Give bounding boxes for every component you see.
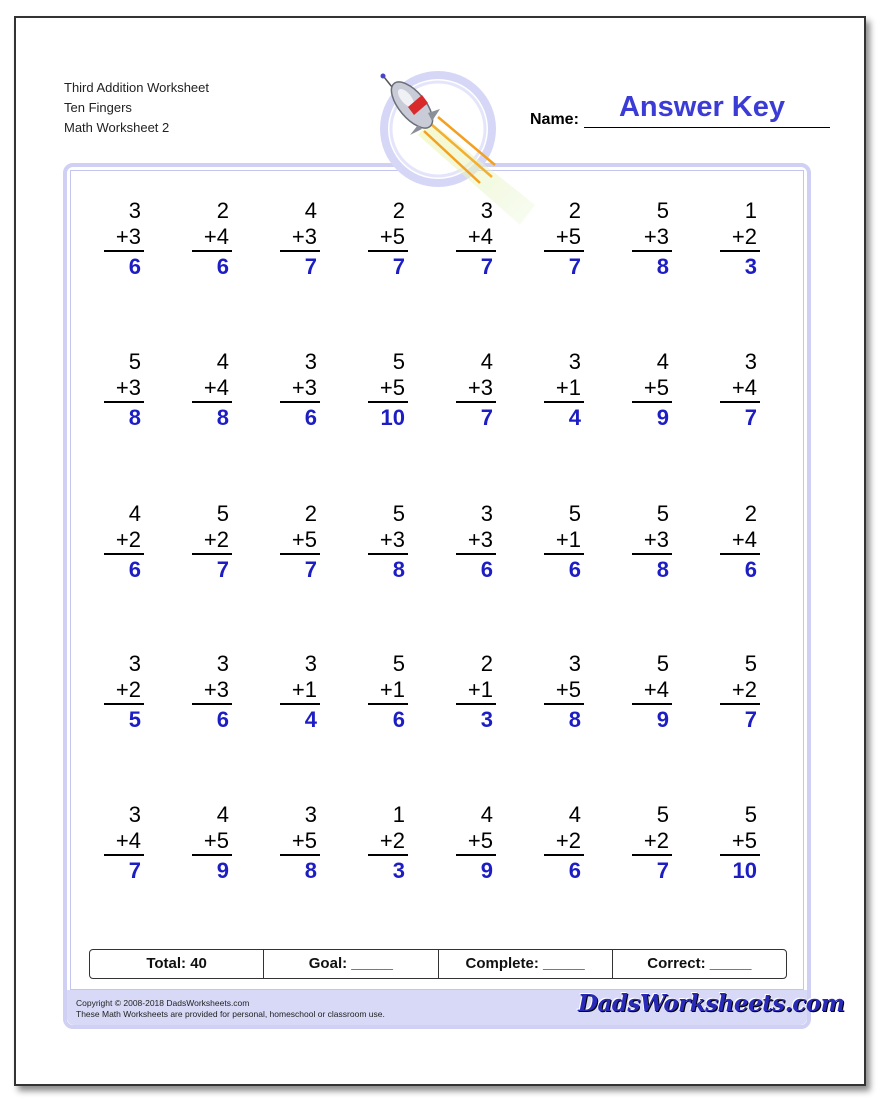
addend-top: 4: [304, 198, 317, 223]
answer[interactable]: 7: [128, 858, 141, 883]
sum-line: [720, 553, 760, 555]
problem-3-5: [453, 502, 493, 582]
problem-4-7: [629, 652, 669, 732]
addend-top: 2: [744, 501, 757, 526]
addend-top: 5: [392, 501, 405, 526]
addend-top: 2: [568, 198, 581, 223]
answer[interactable]: 5: [128, 707, 141, 732]
answer[interactable]: 9: [216, 858, 229, 883]
addend-bottom: +5: [379, 375, 405, 400]
answer[interactable]: 3: [744, 254, 757, 279]
problem-3-2: [189, 502, 229, 582]
problem-3-6: [541, 502, 581, 582]
sum-line: [192, 250, 232, 252]
addend-bottom: +4: [731, 375, 757, 400]
copyright-text: Copyright © 2008-2018 DadsWorksheets.com: [76, 998, 250, 1008]
addend-top: 3: [216, 651, 229, 676]
addend-top: 1: [392, 802, 405, 827]
problem-4-4: [365, 652, 405, 732]
problem-2-8: [717, 350, 757, 430]
problem-5-2: [189, 803, 229, 883]
addend-top: 2: [480, 651, 493, 676]
sum-line: [632, 854, 672, 856]
score-goal[interactable]: Goal: _____: [264, 950, 438, 978]
answer[interactable]: 7: [656, 858, 669, 883]
problem-1-8: [717, 199, 757, 279]
addend-top: 3: [304, 349, 317, 374]
name-line[interactable]: [584, 127, 830, 128]
addend-top: 3: [304, 802, 317, 827]
addend-bottom: +3: [291, 375, 317, 400]
problem-2-5: [453, 350, 493, 430]
answer[interactable]: 7: [392, 254, 405, 279]
score-complete[interactable]: Complete: _____: [439, 950, 613, 978]
brand-logo: DadsWorksheets.com: [578, 990, 845, 1017]
answer[interactable]: 7: [744, 707, 757, 732]
addend-top: 5: [392, 349, 405, 374]
addend-bottom: +2: [115, 677, 141, 702]
addend-bottom: +3: [203, 677, 229, 702]
addend-bottom: +2: [731, 677, 757, 702]
addend-top: 5: [656, 651, 669, 676]
problem-1-1: [101, 199, 141, 279]
answer[interactable]: 10: [380, 405, 405, 430]
addend-top: 5: [568, 501, 581, 526]
sum-line: [104, 703, 144, 705]
sum-line: [104, 553, 144, 555]
problem-4-6: [541, 652, 581, 732]
answer[interactable]: 7: [568, 254, 581, 279]
sum-line: [368, 854, 408, 856]
addend-bottom: +2: [203, 527, 229, 552]
addend-top: 4: [656, 349, 669, 374]
sum-line: [544, 553, 584, 555]
addend-top: 5: [392, 651, 405, 676]
sum-line: [544, 854, 584, 856]
sum-line: [368, 401, 408, 403]
problem-2-6: [541, 350, 581, 430]
answer[interactable]: 6: [128, 557, 141, 582]
sum-line: [456, 250, 496, 252]
addend-bottom: +1: [379, 677, 405, 702]
problem-3-4: [365, 502, 405, 582]
addend-top: 2: [392, 198, 405, 223]
answer[interactable]: 7: [304, 557, 317, 582]
addend-bottom: +5: [379, 224, 405, 249]
addend-top: 5: [744, 651, 757, 676]
addend-bottom: +3: [115, 375, 141, 400]
problem-3-7: [629, 502, 669, 582]
answer[interactable]: 6: [568, 858, 581, 883]
addend-top: 4: [480, 349, 493, 374]
answer[interactable]: 6: [392, 707, 405, 732]
sum-line: [720, 401, 760, 403]
addend-top: 3: [568, 349, 581, 374]
worksheet-label: Math Worksheet 2: [64, 120, 170, 135]
addend-bottom: +1: [291, 677, 317, 702]
problem-4-3: [277, 652, 317, 732]
answer[interactable]: 9: [656, 707, 669, 732]
problem-4-5: [453, 652, 493, 732]
addend-bottom: +2: [555, 828, 581, 853]
worksheet-header: [64, 78, 209, 138]
sum-line: [280, 553, 320, 555]
addend-top: 5: [128, 349, 141, 374]
answer[interactable]: 6: [744, 557, 757, 582]
addend-bottom: +3: [467, 527, 493, 552]
sum-line: [280, 703, 320, 705]
answer[interactable]: 7: [480, 405, 493, 430]
problem-2-2: [189, 350, 229, 430]
addend-bottom: +2: [731, 224, 757, 249]
problem-1-4: [365, 199, 405, 279]
addend-bottom: +4: [203, 375, 229, 400]
addend-bottom: +1: [555, 527, 581, 552]
sum-line: [368, 553, 408, 555]
problem-2-7: [629, 350, 669, 430]
answer[interactable]: 8: [656, 557, 669, 582]
addend-bottom: +5: [291, 828, 317, 853]
problem-1-5: [453, 199, 493, 279]
addend-bottom: +1: [467, 677, 493, 702]
copyright-block: [76, 998, 385, 1020]
sum-line: [192, 401, 232, 403]
sum-line: [632, 553, 672, 555]
name-label: Name:: [530, 111, 579, 128]
addend-top: 3: [128, 198, 141, 223]
sum-line: [104, 401, 144, 403]
answer[interactable]: 7: [744, 405, 757, 430]
problem-3-1: [101, 502, 141, 582]
problem-3-8: [717, 502, 757, 582]
answer[interactable]: 8: [568, 707, 581, 732]
worksheet-subtitle: Ten Fingers: [64, 100, 132, 115]
sum-line: [544, 401, 584, 403]
answer[interactable]: 6: [304, 405, 317, 430]
answer[interactable]: 8: [304, 858, 317, 883]
problem-5-3: [277, 803, 317, 883]
problem-5-1: [101, 803, 141, 883]
answer[interactable]: 3: [392, 858, 405, 883]
addend-top: 4: [568, 802, 581, 827]
addend-bottom: +5: [731, 828, 757, 853]
addend-top: 3: [744, 349, 757, 374]
sum-line: [192, 854, 232, 856]
addend-top: 5: [656, 501, 669, 526]
addend-bottom: +4: [115, 828, 141, 853]
problem-4-8: [717, 652, 757, 732]
score-total: Total: 40: [90, 950, 264, 978]
sum-line: [720, 250, 760, 252]
addend-bottom: +4: [731, 527, 757, 552]
addend-bottom: +5: [203, 828, 229, 853]
answer[interactable]: 3: [480, 707, 493, 732]
problem-5-5: [453, 803, 493, 883]
answer[interactable]: 9: [480, 858, 493, 883]
answer[interactable]: 9: [656, 405, 669, 430]
sum-line: [280, 250, 320, 252]
addend-bottom: +3: [467, 375, 493, 400]
answer[interactable]: 10: [732, 858, 757, 883]
problem-3-3: [277, 502, 317, 582]
answer[interactable]: 7: [216, 557, 229, 582]
sum-line: [280, 401, 320, 403]
addend-top: 3: [128, 802, 141, 827]
sum-line: [368, 703, 408, 705]
answer[interactable]: 8: [216, 405, 229, 430]
sum-line: [456, 401, 496, 403]
addend-bottom: +1: [555, 375, 581, 400]
addend-bottom: +3: [643, 527, 669, 552]
sum-line: [544, 250, 584, 252]
sum-line: [544, 703, 584, 705]
addend-top: 5: [744, 802, 757, 827]
addend-top: 2: [304, 501, 317, 526]
problem-2-4: [365, 350, 405, 430]
problem-5-6: [541, 803, 581, 883]
addend-top: 2: [216, 198, 229, 223]
addend-bottom: +3: [379, 527, 405, 552]
sum-line: [720, 854, 760, 856]
addend-bottom: +3: [643, 224, 669, 249]
problem-4-1: [101, 652, 141, 732]
answer[interactable]: 8: [392, 557, 405, 582]
sum-line: [456, 854, 496, 856]
problem-1-2: [189, 199, 229, 279]
answer[interactable]: 4: [304, 707, 317, 732]
problem-5-4: [365, 803, 405, 883]
addend-top: 5: [656, 198, 669, 223]
addend-top: 3: [568, 651, 581, 676]
addend-top: 4: [216, 349, 229, 374]
answer-key-text: Answer Key: [618, 91, 785, 123]
addend-top: 3: [480, 501, 493, 526]
sum-line: [368, 250, 408, 252]
addend-bottom: +5: [643, 375, 669, 400]
addend-top: 3: [304, 651, 317, 676]
sum-line: [104, 854, 144, 856]
sum-line: [104, 250, 144, 252]
answer[interactable]: 6: [216, 254, 229, 279]
addend-top: 3: [480, 198, 493, 223]
addend-top: 5: [216, 501, 229, 526]
sum-line: [280, 854, 320, 856]
addend-bottom: +5: [555, 677, 581, 702]
addend-bottom: +2: [643, 828, 669, 853]
addend-top: 4: [216, 802, 229, 827]
addend-bottom: +4: [467, 224, 493, 249]
score-correct[interactable]: Correct: _____: [647, 955, 752, 972]
problem-2-1: [101, 350, 141, 430]
addend-bottom: +3: [291, 224, 317, 249]
usage-notice: These Math Worksheets are provided for personal, homeschool or classroom use.: [76, 1009, 385, 1019]
addend-bottom: +4: [643, 677, 669, 702]
addend-bottom: +5: [291, 527, 317, 552]
problem-5-8: [717, 803, 757, 883]
addend-bottom: +5: [467, 828, 493, 853]
problem-2-3: [277, 350, 317, 430]
sum-line: [632, 250, 672, 252]
addend-top: 1: [744, 198, 757, 223]
answer[interactable]: 8: [128, 405, 141, 430]
answer[interactable]: 6: [216, 707, 229, 732]
addend-bottom: +3: [115, 224, 141, 249]
sum-line: [456, 703, 496, 705]
answer[interactable]: 4: [568, 405, 581, 430]
problem-1-6: [541, 199, 581, 279]
problems-frame-inner: [70, 170, 804, 990]
addend-top: 3: [128, 651, 141, 676]
addend-top: 4: [480, 802, 493, 827]
addend-bottom: +2: [379, 828, 405, 853]
sum-line: [456, 553, 496, 555]
addend-bottom: +5: [555, 224, 581, 249]
sum-line: [632, 703, 672, 705]
sum-line: [632, 401, 672, 403]
sum-line: [720, 703, 760, 705]
answer[interactable]: 7: [480, 254, 493, 279]
addend-top: 5: [656, 802, 669, 827]
addend-top: 4: [128, 501, 141, 526]
answer[interactable]: 6: [480, 557, 493, 582]
addend-bottom: +2: [115, 527, 141, 552]
answer[interactable]: 8: [656, 254, 669, 279]
problem-4-2: [189, 652, 229, 732]
problem-5-7: [629, 803, 669, 883]
answer[interactable]: 6: [568, 557, 581, 582]
problem-1-3: [277, 199, 317, 279]
sum-line: [192, 703, 232, 705]
problem-1-7: [629, 199, 669, 279]
worksheet-title: Third Addition Worksheet: [64, 80, 209, 95]
answer[interactable]: 6: [128, 254, 141, 279]
answer[interactable]: 7: [304, 254, 317, 279]
addend-bottom: +4: [203, 224, 229, 249]
score-table: [89, 949, 787, 979]
sum-line: [192, 553, 232, 555]
